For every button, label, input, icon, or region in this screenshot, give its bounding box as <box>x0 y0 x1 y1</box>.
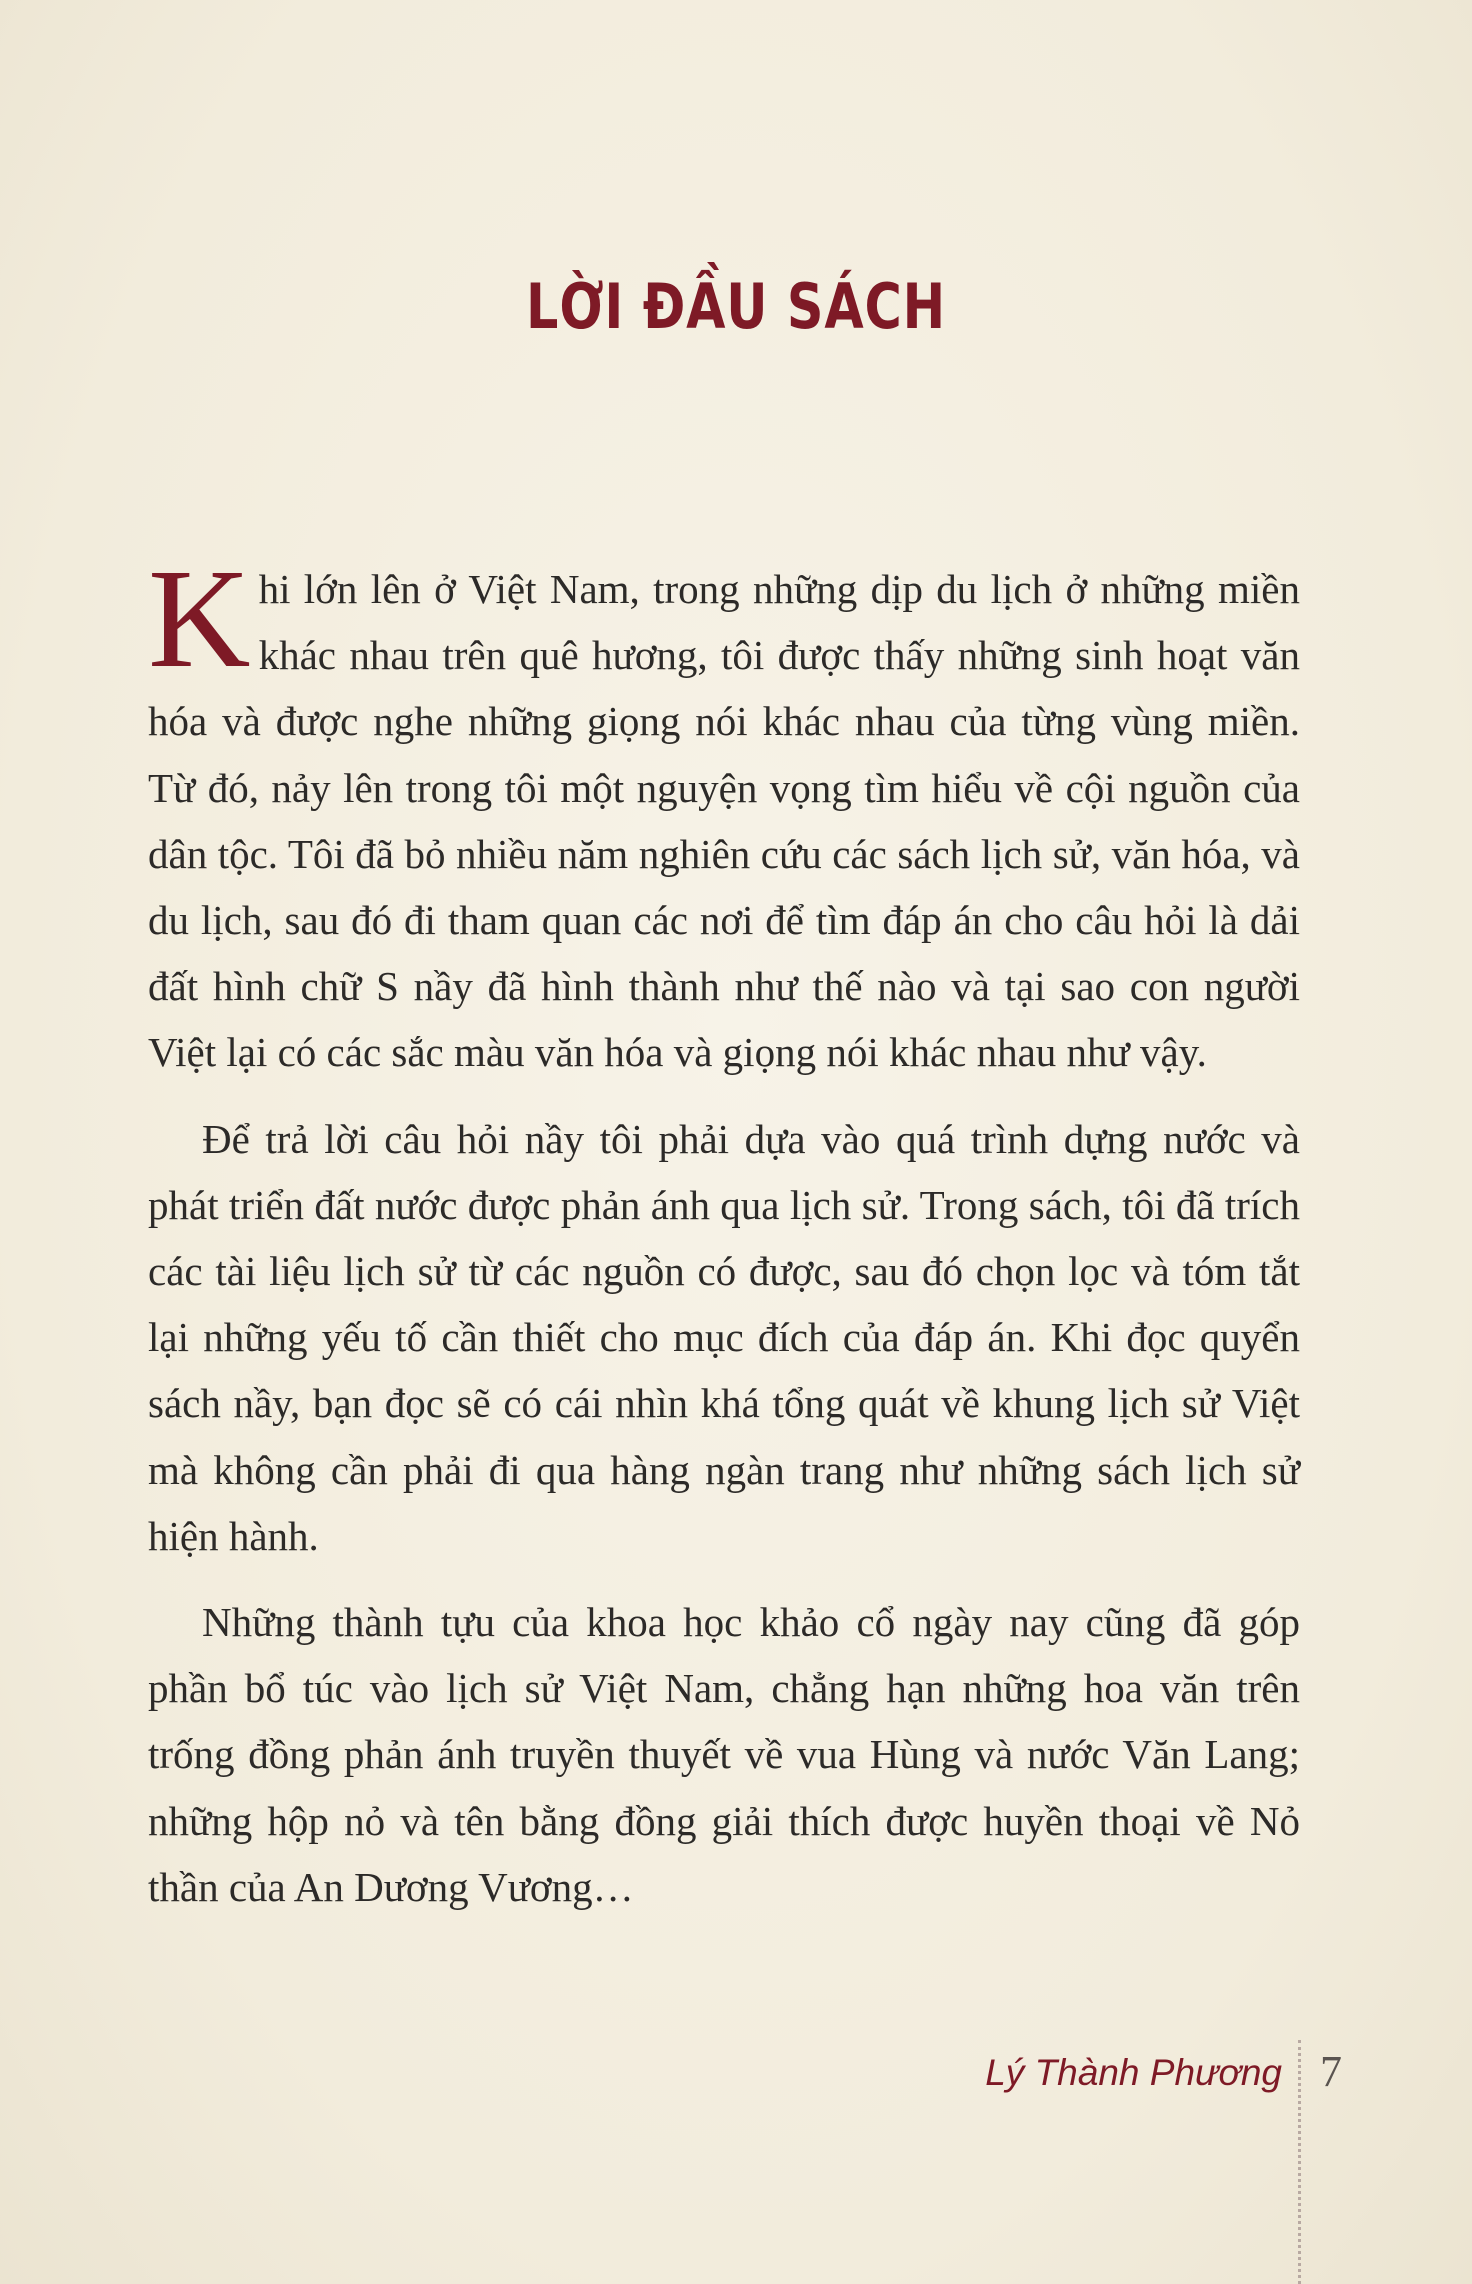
page-title: LỜI ĐẦU SÁCH <box>525 270 947 343</box>
paragraph-3: Những thành tựu của khoa học khảo cổ ngày nay cũng đã góp phần bổ túc vào lịch sử Việt Nam, chẳng hạn những hoa văn trên trống đồng phản ánh truyền thuyết về vua Hùng và nước Văn Lang; những hộp nỏ và tên bằng đồng giải thích được huyền thoại về Nỏ thần của An Dương Vương… <box>148 1599 1300 1910</box>
drop-cap: K <box>148 539 251 697</box>
paragraph-1-text: hi lớn lên ở Việt Nam, trong những dịp du lịch ở những miền khác nhau trên quê hương, tôi được thấy những sinh hoạt văn hóa và được nghe những giọng nói khác nhau của từng vùng miền. Từ đó, nảy lên trong tôi một nguyện vọng tìm hiểu về cội nguồn của dân tộc. Tôi đã bỏ nhiều năm nghiên cứu các sách lịch sử, văn hóa, và du lịch, sau đó đi tham quan các nơi để tìm đáp án cho câu hỏi là dải đất hình chữ S nầy đã hình thành như thế nào và tại sao con người Việt lại có các sắc màu văn hóa và giọng nói khác nhau như vậy. <box>148 566 1300 1076</box>
footer-author: Lý Thành Phương <box>985 2052 1282 2093</box>
body-text <box>148 539 1300 1920</box>
paragraph-2: Để trả lời câu hỏi nầy tôi phải dựa vào quá trình dựng nước và phát triển đất nước được phản ánh qua lịch sử. Trong sách, tôi đã trích các tài liệu lịch sử từ các nguồn có được, sau đó chọn lọc và tóm tắt lại những yếu tố cần thiết cho mục đích của đáp án. Khi đọc quyển sách nầy, bạn đọc sẽ có cái nhìn khá tổng quát về khung lịch sử Việt mà không cần phải đi qua hàng ngàn trang như những sách lịch sử hiện hành. <box>148 1115 1300 1559</box>
footer-divider <box>1298 2040 1301 2284</box>
paragraph-1 <box>148 539 1300 1086</box>
page-number: 7 <box>1320 2047 1342 2096</box>
